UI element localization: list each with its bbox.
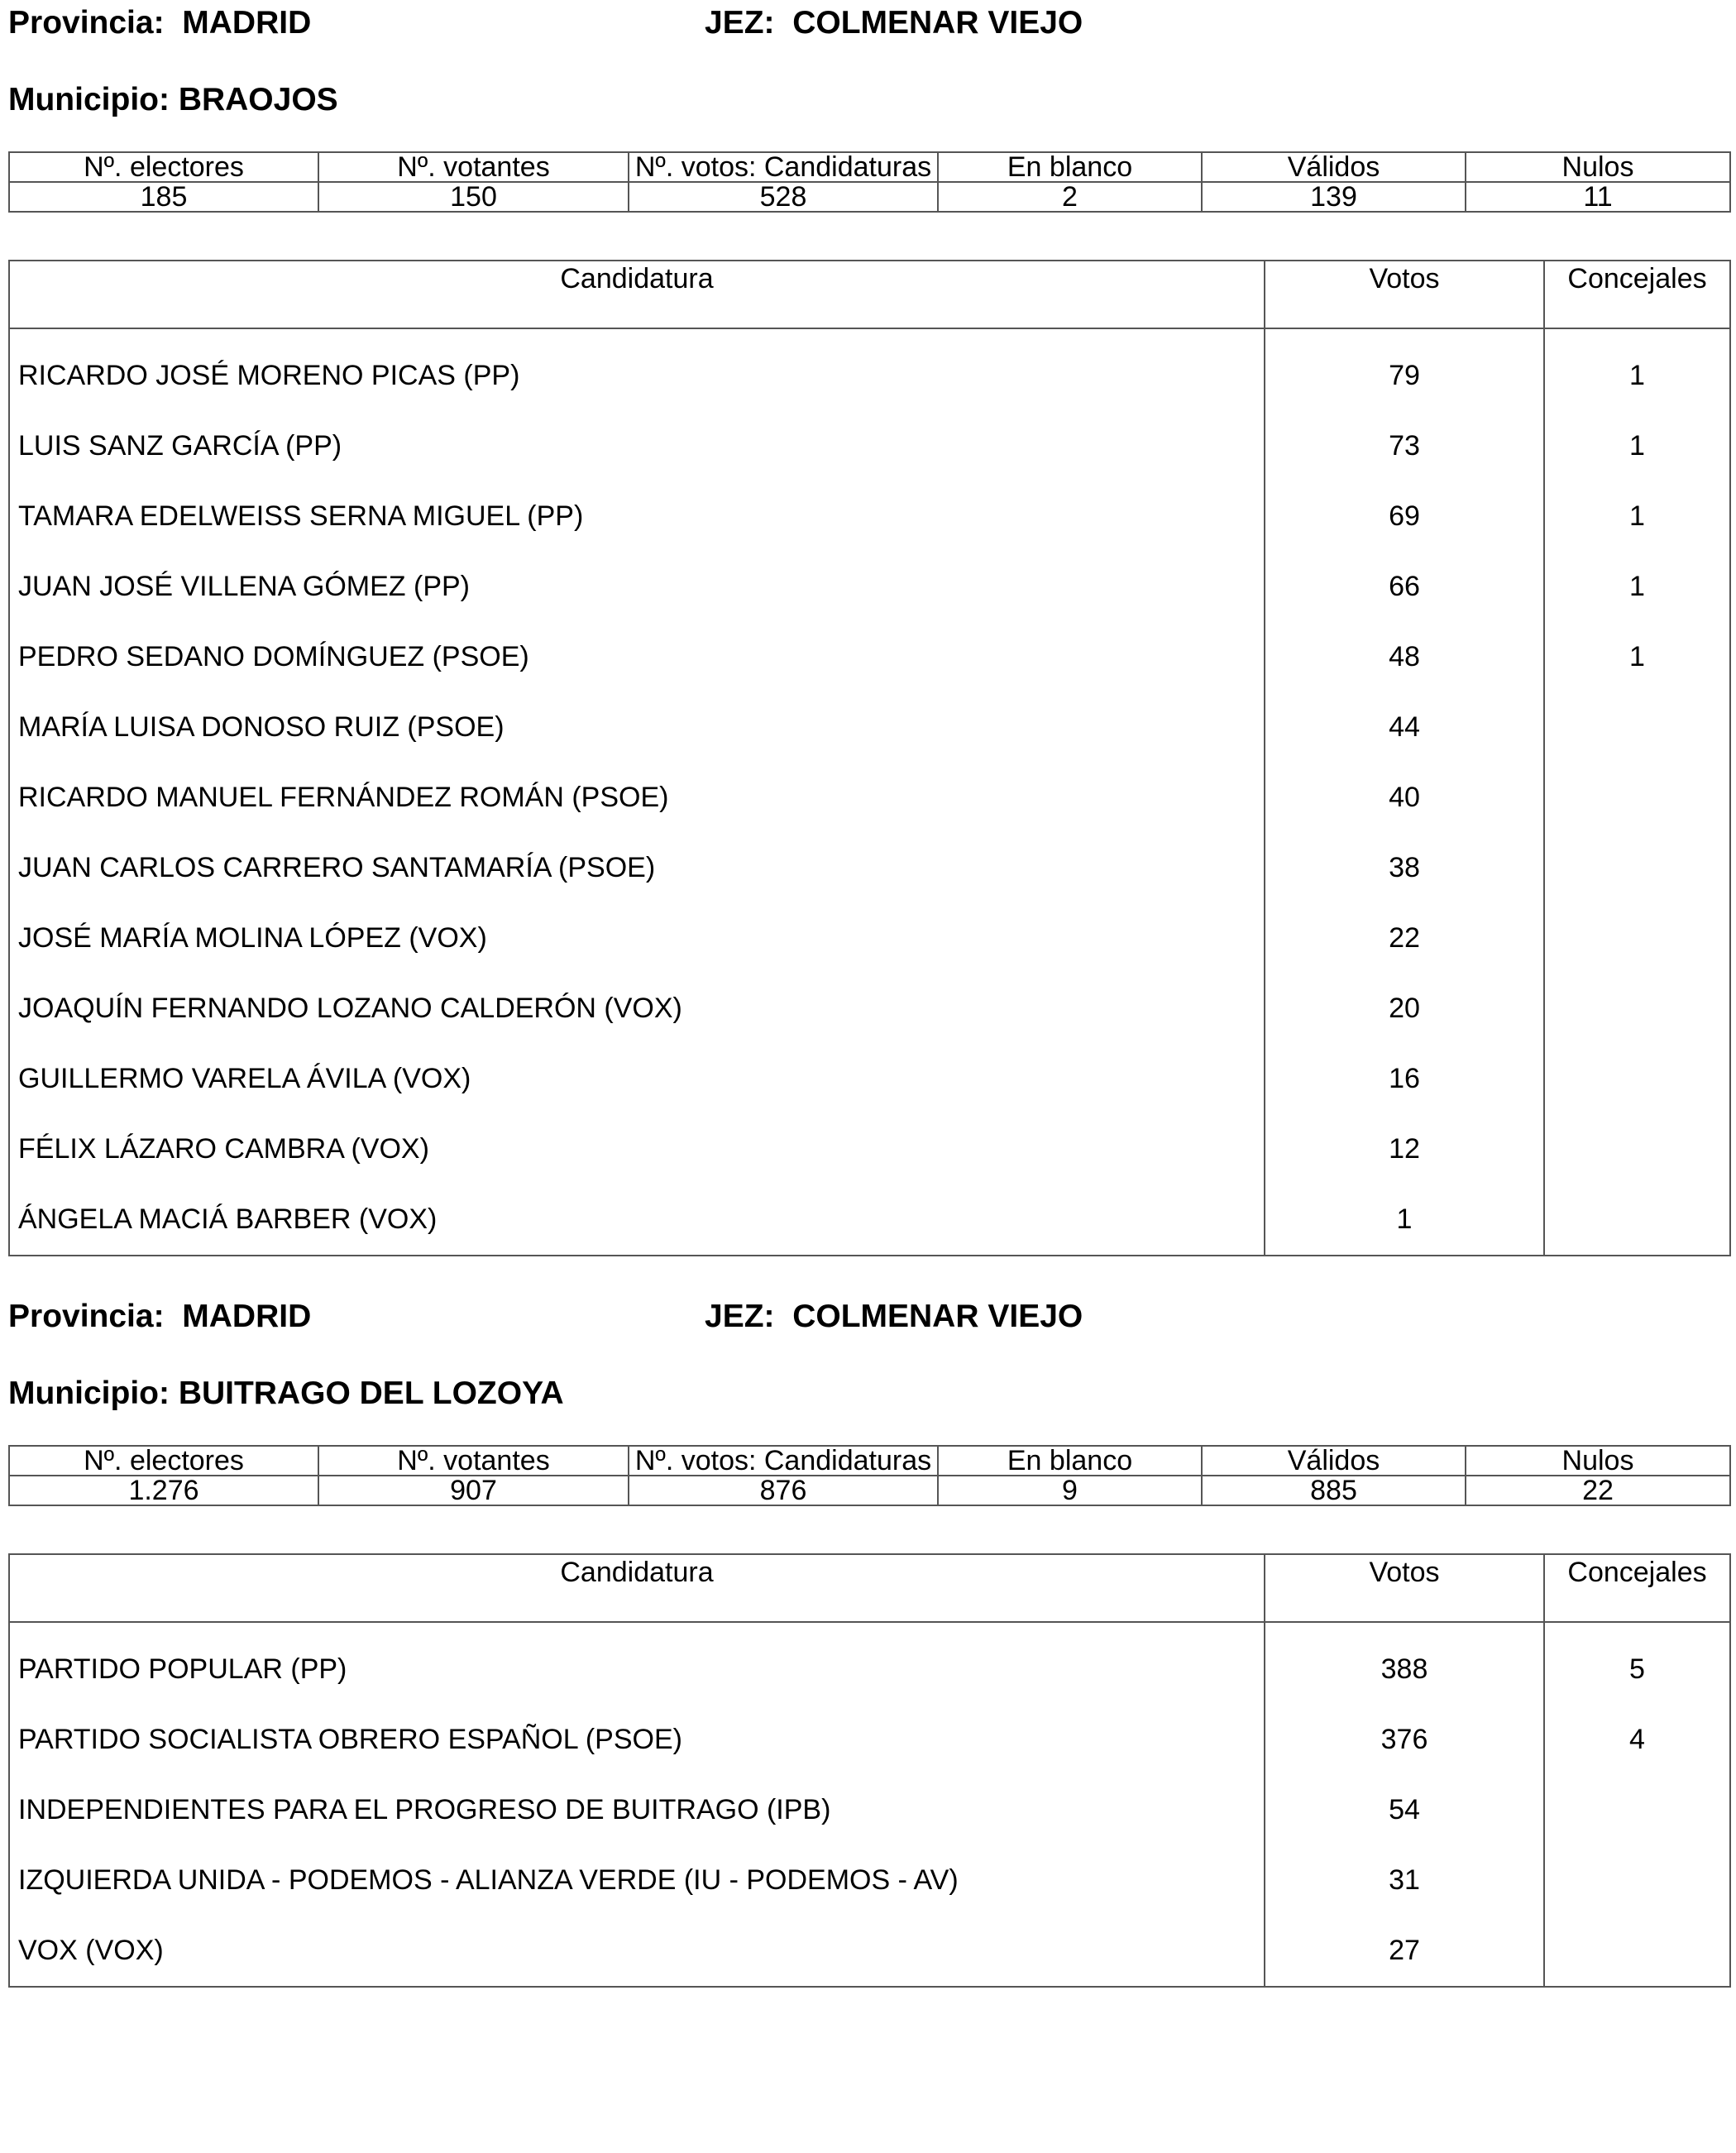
candidate-seats: 1 — [1544, 411, 1730, 481]
jez-label: JEZ: — [705, 1299, 775, 1334]
municipio-heading — [8, 1377, 564, 1409]
jez-value: COLMENAR VIEJO — [792, 5, 1083, 41]
candidate-row — [9, 763, 1730, 833]
candidate-votes: 31 — [1265, 1845, 1544, 1916]
candidate-name: JOSÉ MARÍA MOLINA LÓPEZ (VOX) — [9, 903, 1265, 974]
summary-value-cell: 528 — [629, 182, 938, 212]
spacer-cell — [1265, 1622, 1544, 1634]
candidate-votes: 22 — [1265, 903, 1544, 974]
candidate-name: IZQUIERDA UNIDA - PODEMOS - ALIANZA VERDE (IU - PODEMOS - AV) — [9, 1845, 1265, 1916]
spacer-cell — [1265, 328, 1544, 341]
summary-header-cell: Nº. electores — [9, 152, 318, 182]
candidate-votes: 27 — [1265, 1916, 1544, 1987]
candidate-votes: 20 — [1265, 974, 1544, 1044]
candidate-row — [9, 341, 1730, 411]
summary-header-cell: Nulos — [1466, 1446, 1730, 1476]
candidate-name: RICARDO JOSÉ MORENO PICAS (PP) — [9, 341, 1265, 411]
candidate-row — [9, 1044, 1730, 1114]
candidate-row — [9, 1184, 1730, 1256]
candidate-votes: 1 — [1265, 1184, 1544, 1256]
spacer-row — [9, 328, 1730, 341]
summary-value-cell: 139 — [1202, 182, 1466, 212]
jez-value: COLMENAR VIEJO — [792, 1299, 1083, 1334]
candidate-row — [9, 411, 1730, 481]
summary-header-cell: Nº. votantes — [318, 1446, 629, 1476]
municipio-value: BUITRAGO DEL LOZOYA — [178, 1376, 564, 1411]
candidate-seats: 1 — [1544, 341, 1730, 411]
candidate-votes: 16 — [1265, 1044, 1544, 1114]
municipio-value: BRAOJOS — [178, 82, 338, 117]
candidate-votes: 48 — [1265, 622, 1544, 692]
candidate-row — [9, 974, 1730, 1044]
candidate-name: TAMARA EDELWEISS SERNA MIGUEL (PP) — [9, 481, 1265, 552]
candidate-votes: 40 — [1265, 763, 1544, 833]
summary-header-cell: Válidos — [1202, 152, 1466, 182]
candidate-row — [9, 1114, 1730, 1184]
candidate-name: PEDRO SEDANO DOMÍNGUEZ (PSOE) — [9, 622, 1265, 692]
concejales-header: Concejales — [1544, 1554, 1730, 1622]
results-body — [9, 1622, 1730, 1987]
votos-header: Votos — [1265, 261, 1544, 328]
candidate-seats — [1544, 833, 1730, 903]
candidate-seats: 1 — [1544, 552, 1730, 622]
summary-header-cell: Nº. votos: Candidaturas — [629, 152, 938, 182]
summary-header-row — [9, 1446, 1730, 1476]
summary-value-cell: 885 — [1202, 1476, 1466, 1505]
provincia-heading — [8, 7, 311, 39]
candidate-votes: 73 — [1265, 411, 1544, 481]
results-table — [8, 1553, 1731, 1988]
candidate-row — [9, 1845, 1730, 1916]
candidate-name: PARTIDO POPULAR (PP) — [9, 1634, 1265, 1705]
provincia-label: Provincia: — [8, 1299, 165, 1334]
candidate-seats — [1544, 1184, 1730, 1256]
summary-value-cell: 150 — [318, 182, 629, 212]
candidate-votes: 12 — [1265, 1114, 1544, 1184]
results-header-row — [9, 1554, 1730, 1622]
candidate-name: JOAQUÍN FERNANDO LOZANO CALDERÓN (VOX) — [9, 974, 1265, 1044]
spacer-cell — [9, 328, 1265, 341]
summary-value-cell: 185 — [9, 182, 318, 212]
candidate-row — [9, 552, 1730, 622]
votos-header: Votos — [1265, 1554, 1544, 1622]
summary-header-row — [9, 152, 1730, 182]
summary-header-cell: Nulos — [1466, 152, 1730, 182]
candidate-name: INDEPENDIENTES PARA EL PROGRESO DE BUITRAGO (IPB) — [9, 1775, 1265, 1845]
summary-header-cell: Válidos — [1202, 1446, 1466, 1476]
candidate-name: FÉLIX LÁZARO CAMBRA (VOX) — [9, 1114, 1265, 1184]
candidate-seats — [1544, 1916, 1730, 1987]
candidate-row — [9, 903, 1730, 974]
candidate-row — [9, 1705, 1730, 1775]
spacer-cell — [1544, 1622, 1730, 1634]
summary-header-cell: Nº. votos: Candidaturas — [629, 1446, 938, 1476]
candidate-seats — [1544, 1845, 1730, 1916]
candidate-name: VOX (VOX) — [9, 1916, 1265, 1987]
candidate-row — [9, 1634, 1730, 1705]
candidate-seats: 4 — [1544, 1705, 1730, 1775]
candidate-seats — [1544, 974, 1730, 1044]
candidate-seats — [1544, 1775, 1730, 1845]
summary-header-cell: En blanco — [938, 152, 1202, 182]
summary-value-cell: 2 — [938, 182, 1202, 212]
summary-value-row — [9, 182, 1730, 212]
summary-value-cell: 1.276 — [9, 1476, 318, 1505]
summary-value-cell: 907 — [318, 1476, 629, 1505]
candidate-seats: 5 — [1544, 1634, 1730, 1705]
municipio-heading — [8, 84, 338, 116]
results-header-row — [9, 261, 1730, 328]
provincia-value: MADRID — [182, 5, 312, 41]
candidate-row — [9, 833, 1730, 903]
candidate-votes: 69 — [1265, 481, 1544, 552]
provincia-heading — [8, 1300, 311, 1332]
jez-heading — [705, 7, 1083, 39]
candidate-votes: 54 — [1265, 1775, 1544, 1845]
candidate-seats: 1 — [1544, 622, 1730, 692]
summary-header-cell: En blanco — [938, 1446, 1202, 1476]
candidate-name: LUIS SANZ GARCÍA (PP) — [9, 411, 1265, 481]
candidate-row — [9, 692, 1730, 763]
candidate-row — [9, 481, 1730, 552]
candidate-votes: 79 — [1265, 341, 1544, 411]
provincia-label: Provincia: — [8, 5, 165, 41]
summary-value-row — [9, 1476, 1730, 1505]
provincia-value: MADRID — [182, 1299, 312, 1334]
candidate-votes: 38 — [1265, 833, 1544, 903]
candidate-name: RICARDO MANUEL FERNÁNDEZ ROMÁN (PSOE) — [9, 763, 1265, 833]
candidate-row — [9, 1916, 1730, 1987]
summary-table — [8, 151, 1731, 213]
candidate-name: ÁNGELA MACIÁ BARBER (VOX) — [9, 1184, 1265, 1256]
candidatura-header: Candidatura — [9, 261, 1265, 328]
jez-heading — [705, 1300, 1083, 1332]
candidate-name: JUAN JOSÉ VILLENA GÓMEZ (PP) — [9, 552, 1265, 622]
municipio-label: Municipio: — [8, 82, 170, 117]
summary-header-cell: Nº. votantes — [318, 152, 629, 182]
spacer-cell — [1544, 328, 1730, 341]
summary-table — [8, 1445, 1731, 1506]
summary-value-cell: 11 — [1466, 182, 1730, 212]
spacer-row — [9, 1622, 1730, 1634]
candidate-seats — [1544, 1114, 1730, 1184]
jez-label: JEZ: — [705, 5, 775, 41]
candidate-name: PARTIDO SOCIALISTA OBRERO ESPAÑOL (PSOE) — [9, 1705, 1265, 1775]
candidate-votes: 44 — [1265, 692, 1544, 763]
candidate-name: MARÍA LUISA DONOSO RUIZ (PSOE) — [9, 692, 1265, 763]
candidate-votes: 66 — [1265, 552, 1544, 622]
candidate-seats — [1544, 903, 1730, 974]
spacer-cell — [9, 1622, 1265, 1634]
concejales-header: Concejales — [1544, 261, 1730, 328]
results-body — [9, 328, 1730, 1256]
results-table — [8, 260, 1731, 1256]
candidate-votes: 376 — [1265, 1705, 1544, 1775]
candidate-row — [9, 622, 1730, 692]
summary-value-cell: 22 — [1466, 1476, 1730, 1505]
municipio-label: Municipio: — [8, 1376, 170, 1411]
candidate-seats: 1 — [1544, 481, 1730, 552]
candidate-seats — [1544, 763, 1730, 833]
candidate-votes: 388 — [1265, 1634, 1544, 1705]
candidate-row — [9, 1775, 1730, 1845]
candidate-name: JUAN CARLOS CARRERO SANTAMARÍA (PSOE) — [9, 833, 1265, 903]
candidate-seats — [1544, 692, 1730, 763]
candidate-name: GUILLERMO VARELA ÁVILA (VOX) — [9, 1044, 1265, 1114]
summary-value-cell: 9 — [938, 1476, 1202, 1505]
candidate-seats — [1544, 1044, 1730, 1114]
candidatura-header: Candidatura — [9, 1554, 1265, 1622]
summary-header-cell: Nº. electores — [9, 1446, 318, 1476]
summary-value-cell: 876 — [629, 1476, 938, 1505]
